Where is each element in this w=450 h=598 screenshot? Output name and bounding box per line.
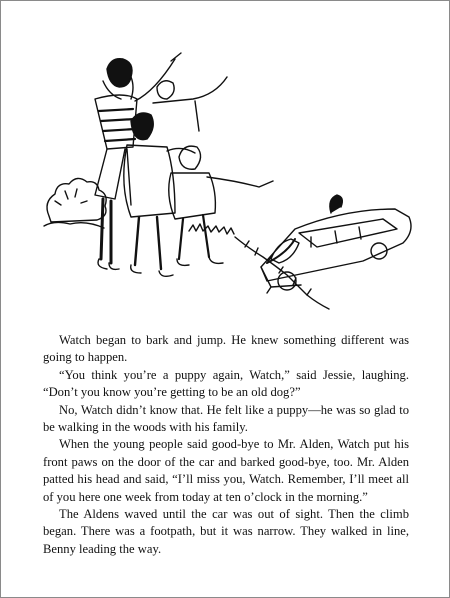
paragraph: When the young people said good-bye to Mr. Alden, Watch put his front paws on the door of the car and barked good-bye, too. Mr. Alden patted his head and said, “I’ll miss you, Watch. Remember, I’ll meet all of you here one week from today at ten o’clock in the morning.” bbox=[43, 437, 409, 504]
car-drawing bbox=[261, 195, 411, 293]
paragraph: “You think you’re a puppy again, Watch,” said Jessie, laughing. “Don’t you know you’re getting to be an old dog?” bbox=[43, 367, 409, 400]
grass-drawing bbox=[189, 224, 329, 309]
illustration bbox=[39, 41, 419, 321]
story-text bbox=[43, 332, 409, 558]
paragraph: Watch began to bark and jump. He knew something different was going to happen. bbox=[43, 333, 409, 365]
child-benny-drawing bbox=[169, 146, 273, 265]
child-henry-drawing bbox=[153, 77, 227, 131]
paragraph: No, Watch didn’t know that. He felt like a puppy—he was so glad to be walking in the woods with his family. bbox=[43, 402, 409, 435]
paragraph: The Aldens waved until the car was out of sight. Then the climb began. There was a footpath, but it was narrow. They walked in line, Benny leading the way. bbox=[43, 507, 409, 556]
